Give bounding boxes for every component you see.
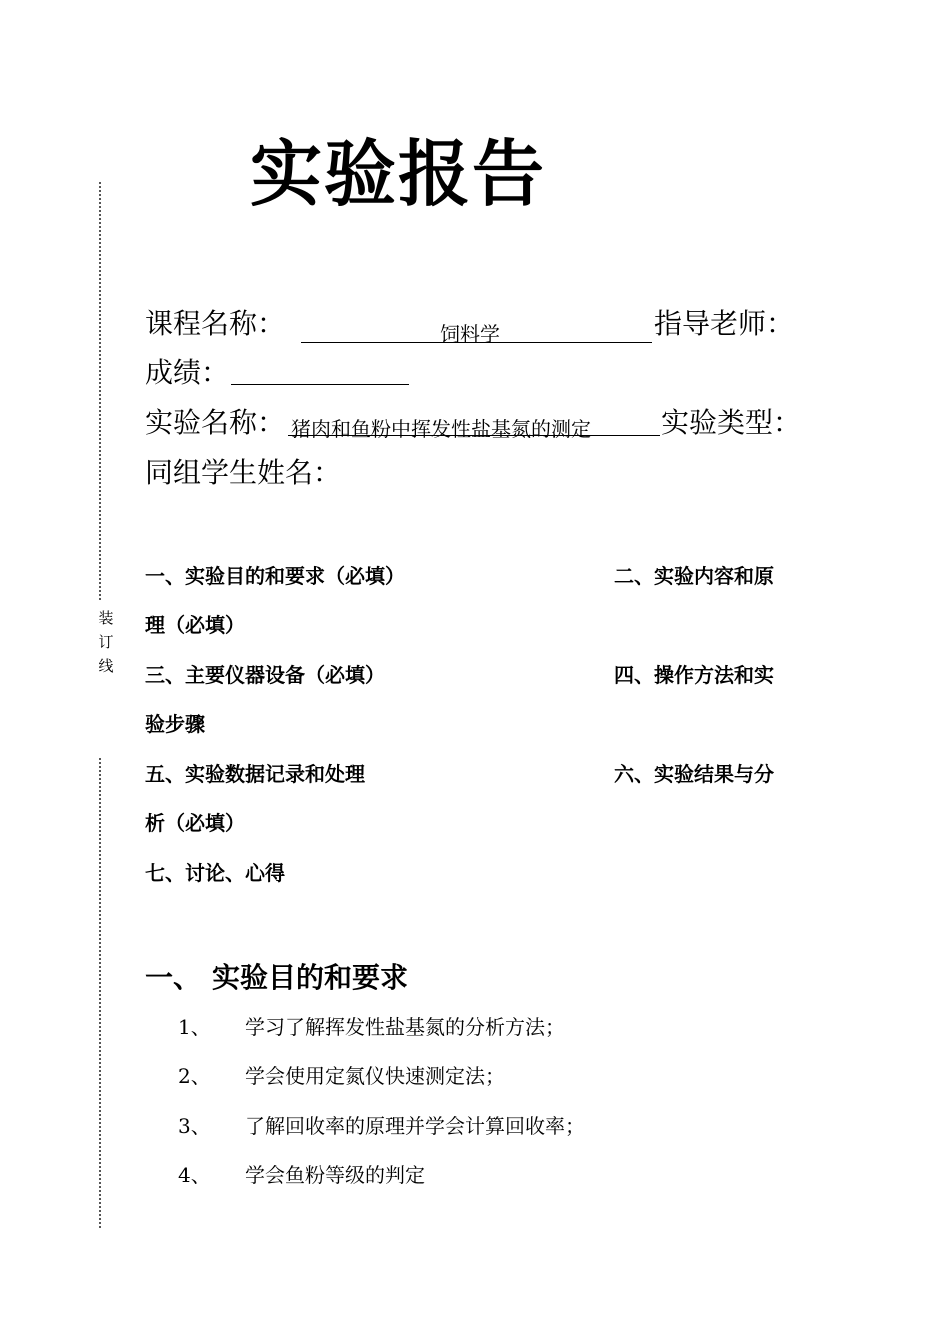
group-label: 同组学生姓名： bbox=[145, 456, 342, 489]
list-item-number: 3、 bbox=[178, 1114, 211, 1138]
section-5: 五、实验数据记录和处理 bbox=[145, 762, 365, 786]
list-item: 学会鱼粉等级的判定 bbox=[245, 1163, 425, 1187]
list-item: 学习了解挥发性盐基氮的分析方法； bbox=[245, 1015, 565, 1039]
section-4-cont: 验步骤 bbox=[145, 712, 205, 736]
section-7: 七、讨论、心得 bbox=[145, 861, 285, 885]
binding-label bbox=[96, 606, 116, 678]
grade-label: 成绩： bbox=[145, 356, 230, 389]
list-item: 学会使用定氮仪快速测定法； bbox=[245, 1064, 505, 1088]
report-title: 实验报告 bbox=[250, 131, 547, 216]
section-2-cont: 理（必填） bbox=[145, 613, 245, 637]
section-6: 六、实验结果与分 bbox=[614, 762, 774, 786]
exp-type-label: 实验类型： bbox=[661, 406, 802, 439]
grade-blank[interactable] bbox=[231, 384, 409, 385]
list-item-number: 1、 bbox=[178, 1015, 211, 1039]
list-item-number: 4、 bbox=[178, 1163, 211, 1187]
exp-name-label: 实验名称： bbox=[145, 406, 286, 439]
binding-char: 线 bbox=[98, 657, 114, 675]
binding-line-top bbox=[99, 182, 101, 600]
binding-line-bottom bbox=[99, 758, 101, 1228]
section-3: 三、主要仪器设备（必填） bbox=[145, 663, 385, 687]
part1-heading: 实验目的和要求 bbox=[212, 961, 409, 994]
section-1: 一、实验目的和要求（必填） bbox=[145, 564, 405, 588]
teacher-label: 指导老师： bbox=[654, 307, 795, 340]
list-item: 了解回收率的原理并学会计算回收率； bbox=[245, 1114, 585, 1138]
binding-char: 装 bbox=[98, 609, 114, 627]
section-4: 四、操作方法和实 bbox=[614, 663, 774, 687]
exp-name-value: 猪肉和鱼粉中挥发性盐基氮的测定 bbox=[291, 417, 591, 441]
section-6-cont: 析（必填） bbox=[145, 811, 245, 835]
course-value: 饲料学 bbox=[440, 322, 500, 346]
course-label: 课程名称： bbox=[145, 307, 286, 340]
binding-char: 订 bbox=[98, 633, 114, 651]
section-2: 二、实验内容和原 bbox=[614, 564, 774, 588]
part1-number: 一、 bbox=[145, 961, 202, 994]
list-item-number: 2、 bbox=[178, 1064, 211, 1088]
